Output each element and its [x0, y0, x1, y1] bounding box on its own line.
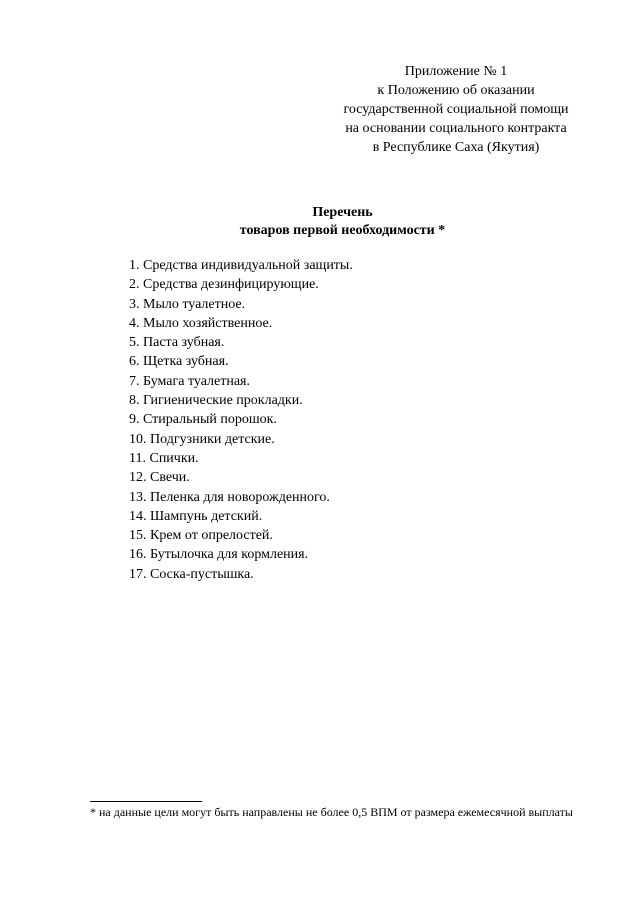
footnote: * на данные цели могут быть направлены не более 0,5 ВПМ от размера ежемесячной выплаты — [90, 805, 573, 819]
appendix-line: в Республике Саха (Якутия) — [372, 140, 540, 155]
list-item: 7. Бумага туалетная. — [129, 373, 250, 389]
appendix-line: Приложение № 1 — [404, 64, 508, 79]
list-item: 11. Спички. — [129, 450, 199, 466]
list-item: 9. Стиральный порошок. — [129, 412, 277, 428]
title-line-1: Перечень — [312, 205, 373, 220]
list-item: 15. Крем от опрелостей. — [129, 528, 273, 544]
footnote-separator — [90, 801, 202, 802]
appendix-header — [325, 62, 587, 157]
list-item: 17. Соска-пустышка. — [129, 566, 254, 582]
list-item: 6. Щетка зубная. — [129, 354, 229, 370]
list-item: 14. Шампунь детский. — [129, 508, 263, 524]
appendix-line: государственной социальной помощи — [343, 102, 569, 117]
document-title — [0, 204, 640, 240]
appendix-line: к Положению об оказании — [377, 83, 535, 98]
list-item: 10. Подгузники детские. — [129, 431, 275, 447]
list-item: 8. Гигиенические прокладки. — [129, 393, 303, 409]
list-item: 4. Мыло хозяйственное. — [129, 315, 273, 331]
list-item: 12. Свечи. — [129, 470, 190, 486]
title-line-2: товаров первой необходимости * — [239, 223, 446, 238]
list-item: 13. Пеленка для новорожденного. — [129, 489, 330, 505]
list-item: 3. Мыло туалетное. — [129, 296, 246, 312]
list-item: 1. Средства индивидуальной защиты. — [129, 258, 353, 273]
goods-list — [129, 256, 353, 584]
list-item: 5. Паста зубная. — [129, 335, 225, 351]
list-item: 16. Бутылочка для кормления. — [129, 547, 309, 563]
appendix-line: на основании социального контракта — [345, 121, 567, 136]
list-item: 2. Средства дезинфицирующие. — [129, 277, 319, 293]
